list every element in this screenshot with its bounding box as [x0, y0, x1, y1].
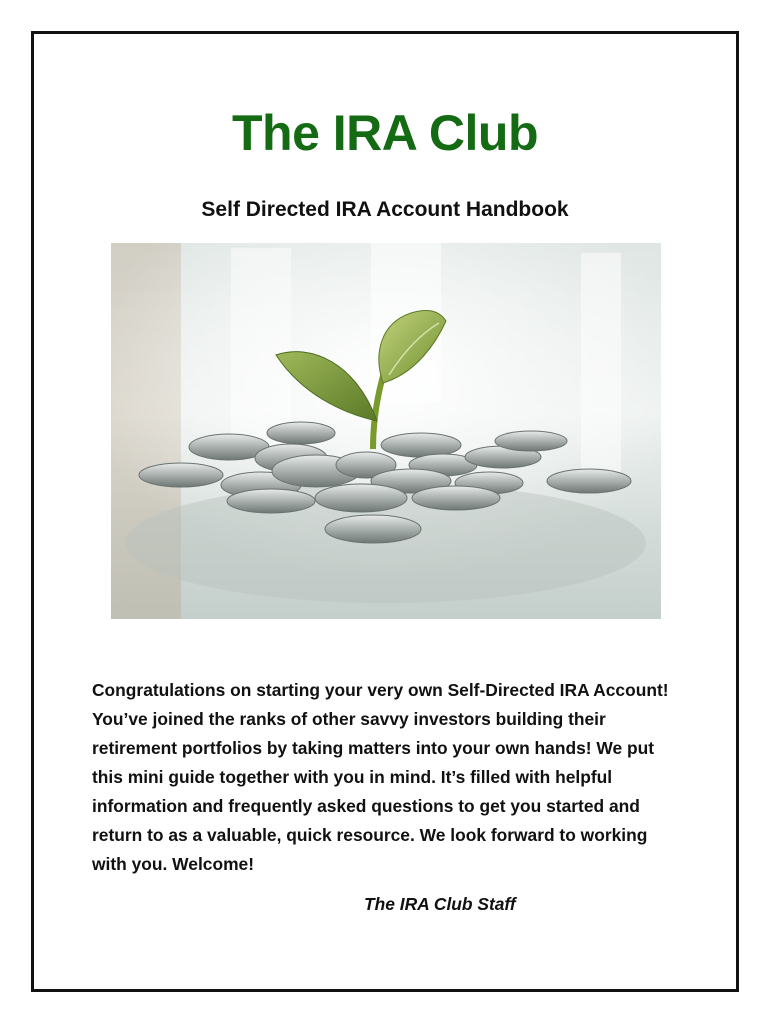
welcome-line: You’ve joined the ranks of other savvy investors building their: [92, 709, 606, 729]
staff-signature: The IRA Club Staff: [364, 894, 516, 914]
welcome-paragraph: [92, 676, 692, 879]
document-subtitle: Self Directed IRA Account Handbook: [201, 198, 569, 221]
welcome-line: with you. Welcome!: [92, 854, 255, 874]
handbook-cover-page: [31, 31, 739, 992]
welcome-line: this mini guide together with you in mind. It’s filled with helpful: [92, 767, 613, 787]
document-title: The IRA Club: [231, 105, 538, 161]
welcome-line: Congratulations on starting your very own Self-Directed IRA Account!: [92, 680, 669, 700]
welcome-line: information and frequently asked questions to get you started and: [92, 796, 640, 816]
welcome-line: retirement portfolios by taking matters into your own hands! We put: [92, 738, 655, 758]
welcome-line: return to as a valuable, quick resource. We look forward to working: [92, 825, 648, 845]
plant-sprouting-from-coins-photo: [111, 243, 661, 619]
